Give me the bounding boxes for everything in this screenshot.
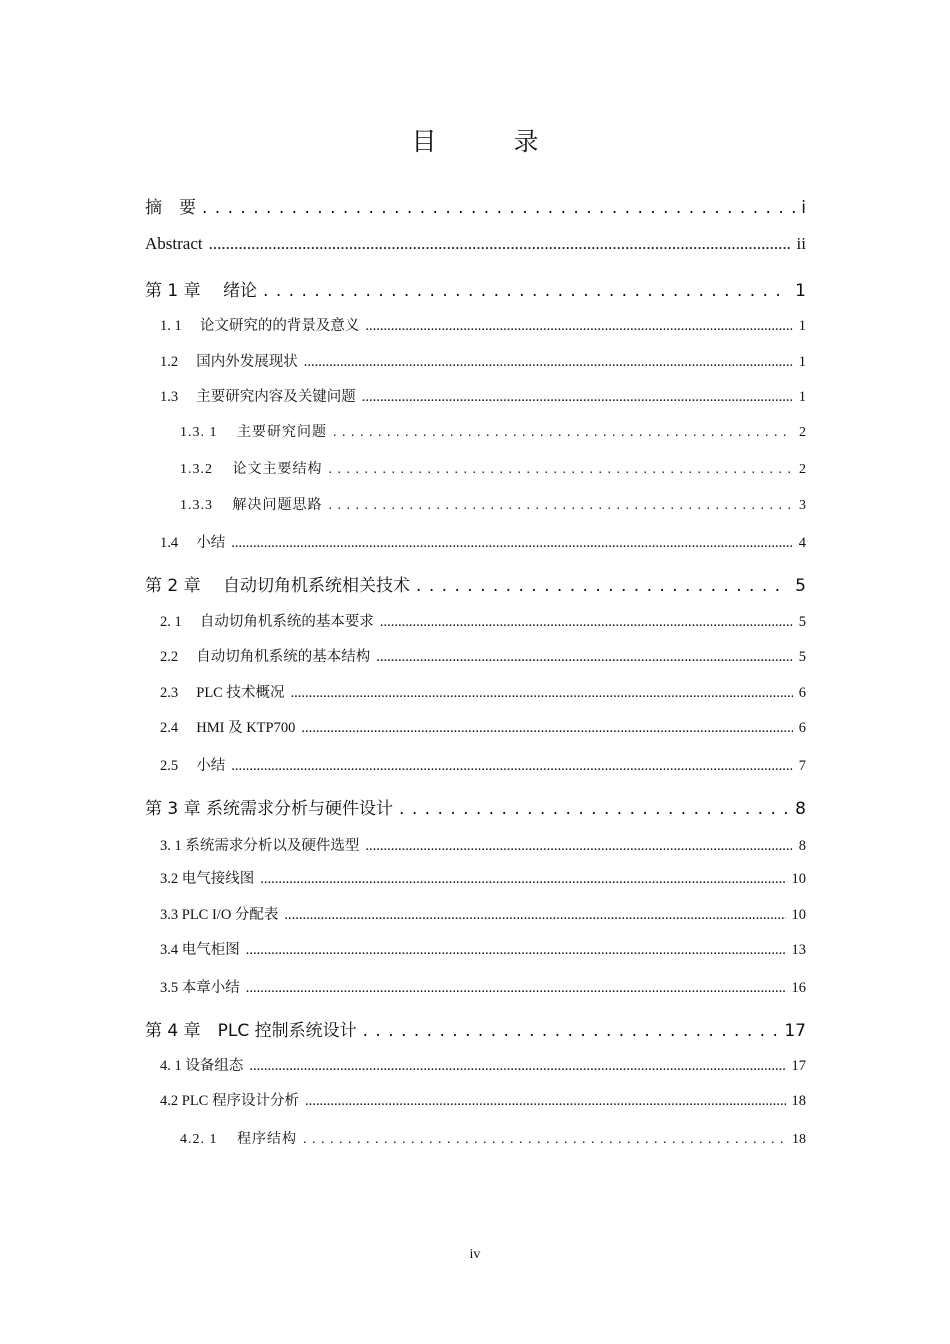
toc-entry-1-2[interactable]	[160, 350, 806, 371]
page-number: iv	[469, 1247, 481, 1262]
toc-entry-4-2-1[interactable]	[180, 1128, 806, 1149]
toc-entry-1-3[interactable]	[160, 385, 806, 406]
toc-entry-page: 17	[791, 1058, 806, 1074]
toc-entry-page: 2	[799, 425, 806, 440]
toc-entry-text: 1.3. 1 主要研究问题	[180, 425, 327, 440]
toc-entry-3-2[interactable]	[160, 867, 806, 888]
toc-entry-page: 18	[792, 1132, 806, 1147]
toc-leader	[304, 354, 793, 371]
toc-entry-text: 3.3 PLC I/O 分配表	[160, 907, 279, 923]
toc-leader	[365, 838, 792, 855]
toc-entry-2-4[interactable]	[160, 716, 806, 737]
toc-leader	[209, 234, 791, 254]
toc-entry-page: 2	[799, 462, 806, 477]
toc-entry-abstract-cn[interactable]	[145, 193, 806, 218]
toc-entry-page: 16	[791, 980, 806, 996]
toc-leader	[246, 980, 786, 997]
toc-entry-3-5[interactable]	[160, 976, 806, 997]
toc-entry-text: 1. 1 论文研究的的背景及意义	[160, 318, 360, 334]
toc-entry-4-2[interactable]	[160, 1089, 806, 1110]
toc-entry-2-2[interactable]	[160, 645, 806, 666]
toc-entry-page: 8	[795, 799, 806, 819]
toc-leader	[363, 1021, 779, 1041]
toc-entry-page: 1	[798, 389, 806, 405]
toc-leader	[329, 462, 794, 479]
toc-title: 目 录	[411, 127, 565, 156]
toc-entry-page: 6	[798, 720, 806, 736]
toc-entry-text: 1.2 国内外发展现状	[160, 354, 298, 370]
toc-entry-text: 1.3 主要研究内容及关键问题	[160, 389, 356, 405]
toc-entry-text: 4.2 PLC 程序设计分析	[160, 1093, 299, 1109]
toc-leader	[231, 758, 793, 775]
toc-entry-page: 13	[791, 942, 806, 958]
toc-entry-text: 3.2 电气接线图	[160, 871, 255, 887]
toc-entry-page: 5	[798, 614, 806, 630]
toc-leader	[305, 1093, 786, 1110]
toc-entry-page: 1	[798, 318, 806, 334]
toc-entry-text: 第 4 章 PLC 控制系统设计	[145, 1021, 357, 1041]
toc-entry-text: 2.3 PLC 技术概况	[160, 685, 285, 701]
toc-leader	[231, 535, 793, 552]
toc-leader	[260, 871, 785, 888]
toc-leader	[249, 1058, 785, 1075]
toc-entry-1-3-2[interactable]	[180, 458, 806, 479]
toc-entry-page: 5	[798, 649, 806, 665]
toc-entry-page: ii	[796, 234, 806, 253]
toc-entry-text: 4.2. 1 程序结构	[180, 1132, 297, 1147]
toc-leader	[399, 799, 789, 819]
toc-entry-page: i	[801, 198, 806, 218]
toc-entry-text: 1.4 小结	[160, 535, 226, 551]
toc-entry-text: 1.3.2 论文主要结构	[180, 462, 323, 477]
toc-entry-chapter-2[interactable]	[145, 571, 806, 596]
toc-entry-text: 3.5 本章小结	[160, 980, 240, 996]
toc-entry-chapter-3[interactable]	[145, 794, 806, 819]
toc-leader	[376, 649, 793, 666]
toc-entry-chapter-4[interactable]	[145, 1016, 806, 1041]
toc-leader	[284, 907, 785, 924]
toc-leader	[290, 685, 792, 702]
toc-entry-page: 8	[798, 838, 806, 854]
toc-entry-page: 17	[784, 1021, 806, 1041]
toc-entry-text: Abstract	[145, 234, 203, 253]
toc-entry-3-3[interactable]	[160, 903, 806, 924]
toc-leader	[333, 425, 793, 442]
toc-entry-page: 10	[791, 871, 806, 887]
toc-entry-page: 5	[795, 576, 806, 596]
toc-entry-page: 10	[791, 907, 806, 923]
toc-entry-page: 6	[798, 685, 806, 701]
toc-leader	[365, 318, 792, 335]
toc-entry-text: 2. 1 自动切角机系统的基本要求	[160, 614, 374, 630]
toc-entry-3-1[interactable]	[160, 834, 806, 855]
toc-entry-1-1[interactable]	[160, 314, 806, 335]
toc-entry-page: 3	[799, 498, 806, 513]
toc-entry-2-5[interactable]	[160, 754, 806, 775]
toc-entry-page: 7	[798, 758, 806, 774]
toc-entry-text: 2.4 HMI 及 KTP700	[160, 720, 296, 736]
toc-entry-2-3[interactable]	[160, 681, 806, 702]
toc-entry-text: 2.5 小结	[160, 758, 226, 774]
toc-entry-text: 摘 要	[145, 198, 196, 218]
toc-entry-page: 4	[798, 535, 806, 551]
toc-entry-3-4[interactable]	[160, 938, 806, 959]
toc-entry-1-4[interactable]	[160, 531, 806, 552]
toc-entry-text: 3.4 电气柜图	[160, 942, 240, 958]
toc-leader	[362, 389, 793, 406]
toc-entry-text: 3. 1 系统需求分析以及硬件选型	[160, 838, 360, 854]
toc-leader	[303, 1132, 786, 1149]
toc-entry-text: 第 3 章 系统需求分析与硬件设计	[145, 799, 394, 819]
toc-entry-1-3-3[interactable]	[180, 494, 806, 515]
toc-leader	[263, 281, 789, 301]
toc-entry-text: 1.3.3 解决问题思路	[180, 498, 323, 513]
toc-leader	[246, 942, 786, 959]
toc-entry-page: 18	[791, 1093, 806, 1109]
toc-entry-4-1[interactable]	[160, 1054, 806, 1075]
toc-leader	[380, 614, 793, 631]
toc-entry-text: 2.2 自动切角机系统的基本结构	[160, 649, 371, 665]
toc-entry-abstract-en[interactable]	[145, 234, 806, 254]
toc-entry-text: 第 2 章 自动切角机系统相关技术	[145, 576, 411, 596]
toc-leader	[416, 576, 789, 596]
toc-leader	[202, 198, 795, 218]
toc-entry-page: 1	[798, 354, 806, 370]
toc-leader	[301, 720, 792, 737]
toc-entry-page: 1	[795, 281, 806, 301]
toc-entry-2-1[interactable]	[160, 610, 806, 631]
toc-entry-1-3-1[interactable]	[180, 421, 806, 442]
toc-entry-chapter-1[interactable]	[145, 276, 806, 301]
toc-entry-text: 第 1 章 绪论	[145, 281, 258, 301]
toc-leader	[329, 498, 794, 515]
toc-entry-text: 4. 1 设备组态	[160, 1058, 244, 1074]
